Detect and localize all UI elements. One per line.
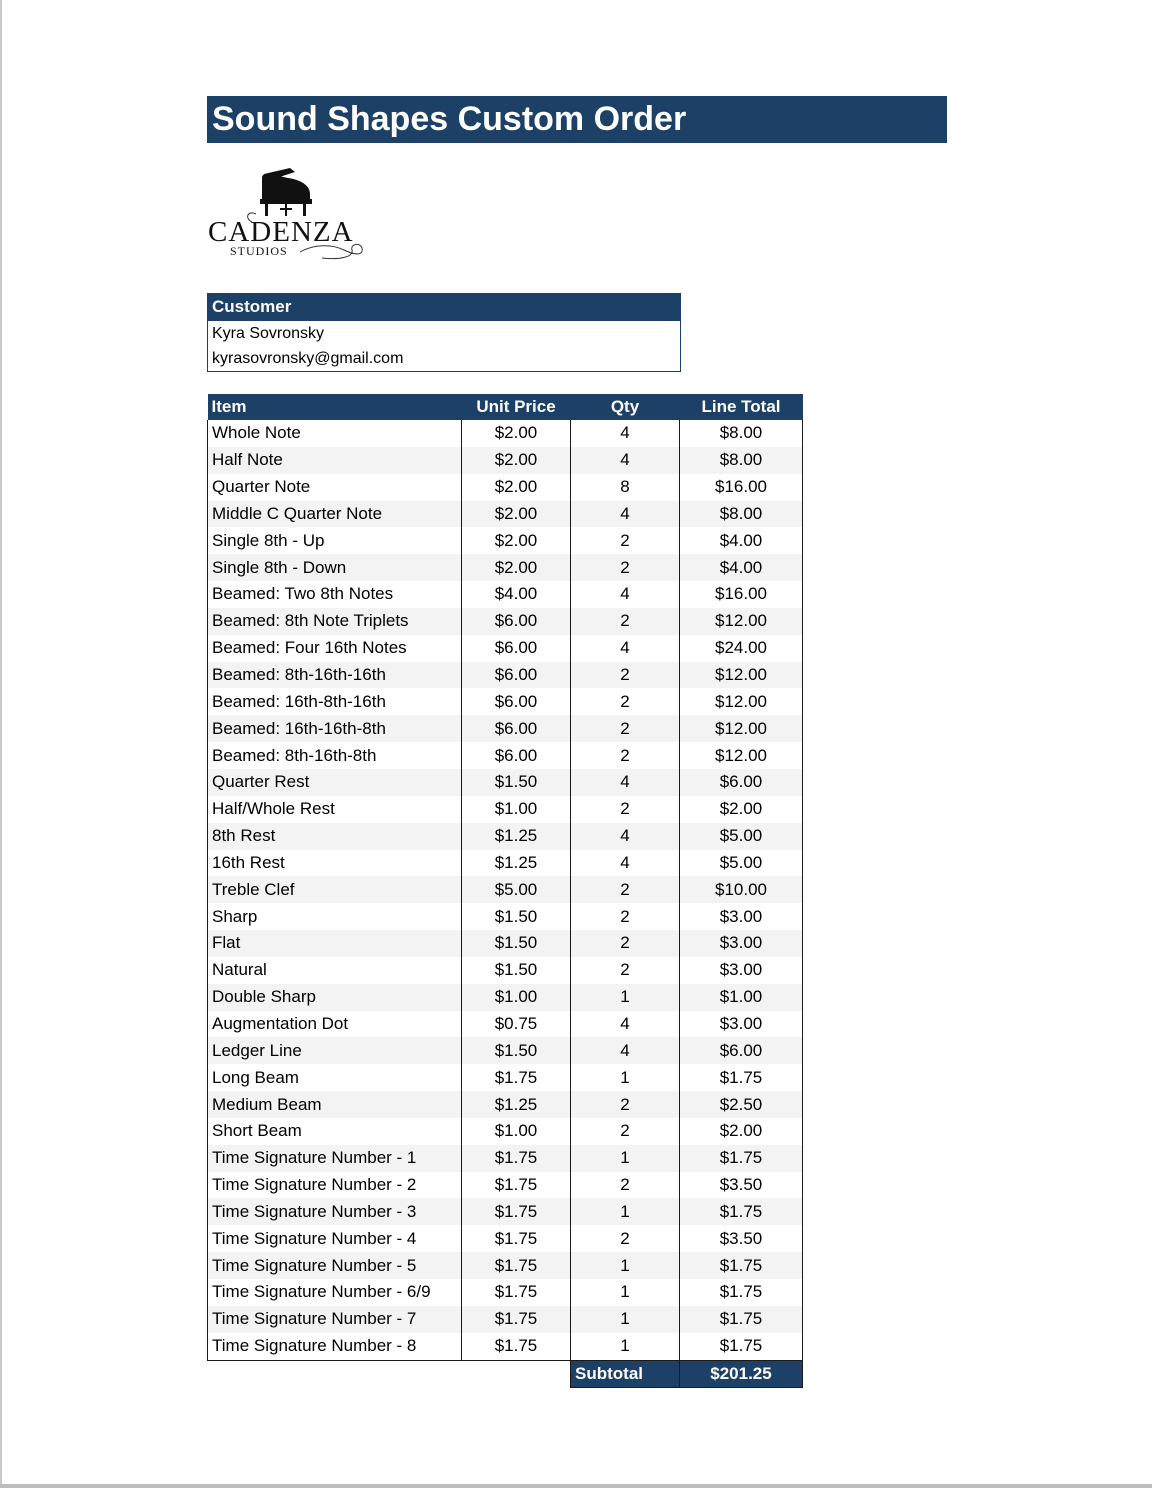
item-cell: Time Signature Number - 3 (208, 1198, 462, 1225)
item-cell: Half/Whole Rest (208, 796, 462, 823)
unit-price-cell: $1.25 (462, 823, 571, 850)
header-unit-price: Unit Price (462, 394, 571, 420)
item-cell: Quarter Note (208, 474, 462, 501)
item-cell: Quarter Rest (208, 769, 462, 796)
qty-cell: 4 (571, 447, 680, 474)
item-cell: Double Sharp (208, 984, 462, 1011)
qty-cell: 2 (571, 1091, 680, 1118)
line-total-cell: $12.00 (680, 688, 803, 715)
item-cell: Ledger Line (208, 1037, 462, 1064)
line-total-cell: $3.00 (680, 957, 803, 984)
table-row (208, 903, 803, 930)
unit-price-cell: $2.00 (462, 447, 571, 474)
line-total-cell: $1.00 (680, 984, 803, 1011)
qty-cell: 1 (571, 1145, 680, 1172)
item-cell: Time Signature Number - 4 (208, 1225, 462, 1252)
table-row (208, 1091, 803, 1118)
item-cell: 16th Rest (208, 850, 462, 877)
table-row (208, 447, 803, 474)
line-total-cell: $5.00 (680, 850, 803, 877)
qty-cell: 1 (571, 1252, 680, 1279)
table-row (208, 1198, 803, 1225)
qty-cell: 2 (571, 1118, 680, 1145)
item-cell: Single 8th - Down (208, 554, 462, 581)
qty-cell: 1 (571, 1064, 680, 1091)
item-cell: Half Note (208, 447, 462, 474)
document-title: Sound Shapes Custom Order (207, 96, 947, 143)
qty-cell: 8 (571, 474, 680, 501)
unit-price-cell: $1.75 (462, 1064, 571, 1091)
page-edge-bottom (0, 1484, 1152, 1488)
qty-cell: 2 (571, 876, 680, 903)
unit-price-cell: $1.25 (462, 1091, 571, 1118)
table-row (208, 554, 803, 581)
unit-price-cell: $6.00 (462, 715, 571, 742)
item-cell: Time Signature Number - 7 (208, 1306, 462, 1333)
qty-cell: 2 (571, 608, 680, 635)
qty-cell: 2 (571, 796, 680, 823)
qty-cell: 4 (571, 635, 680, 662)
table-row (208, 1064, 803, 1091)
qty-cell: 4 (571, 1037, 680, 1064)
qty-cell: 2 (571, 554, 680, 581)
unit-price-cell: $1.75 (462, 1306, 571, 1333)
unit-price-cell: $1.00 (462, 796, 571, 823)
line-total-cell: $1.75 (680, 1064, 803, 1091)
table-row (208, 1011, 803, 1038)
item-cell: Long Beam (208, 1064, 462, 1091)
unit-price-cell: $1.50 (462, 930, 571, 957)
qty-cell: 4 (571, 850, 680, 877)
table-row (208, 581, 803, 608)
table-row (208, 1333, 803, 1360)
item-cell: Middle C Quarter Note (208, 501, 462, 528)
item-cell: Time Signature Number - 2 (208, 1172, 462, 1199)
item-cell: Time Signature Number - 5 (208, 1252, 462, 1279)
qty-cell: 2 (571, 742, 680, 769)
item-cell: Natural (208, 957, 462, 984)
unit-price-cell: $4.00 (462, 581, 571, 608)
item-cell: Time Signature Number - 1 (208, 1145, 462, 1172)
customer-name: Kyra Sovronsky (208, 320, 680, 346)
line-total-cell: $16.00 (680, 581, 803, 608)
line-total-cell: $1.75 (680, 1306, 803, 1333)
table-row (208, 527, 803, 554)
unit-price-cell: $1.00 (462, 984, 571, 1011)
header-item: Item (208, 394, 462, 420)
item-cell: 8th Rest (208, 823, 462, 850)
qty-cell: 2 (571, 930, 680, 957)
line-total-cell: $2.50 (680, 1091, 803, 1118)
qty-cell: 4 (571, 769, 680, 796)
item-cell: Beamed: Four 16th Notes (208, 635, 462, 662)
item-cell: Treble Clef (208, 876, 462, 903)
line-total-cell: $8.00 (680, 420, 803, 447)
line-total-cell: $3.00 (680, 903, 803, 930)
table-row (208, 1279, 803, 1306)
table-row (208, 1145, 803, 1172)
qty-cell: 4 (571, 1011, 680, 1038)
line-total-cell: $8.00 (680, 447, 803, 474)
unit-price-cell: $2.00 (462, 554, 571, 581)
table-row (208, 742, 803, 769)
table-row (208, 501, 803, 528)
unit-price-cell: $2.00 (462, 527, 571, 554)
subtotal-value: $201.25 (680, 1360, 803, 1388)
qty-cell: 2 (571, 1225, 680, 1252)
qty-cell: 2 (571, 903, 680, 930)
table-row (208, 662, 803, 689)
item-cell: Beamed: Two 8th Notes (208, 581, 462, 608)
unit-price-cell: $1.75 (462, 1225, 571, 1252)
qty-cell: 2 (571, 715, 680, 742)
table-row (208, 930, 803, 957)
table-row (208, 420, 803, 447)
line-total-cell: $2.00 (680, 1118, 803, 1145)
item-cell: Whole Note (208, 420, 462, 447)
line-total-cell: $16.00 (680, 474, 803, 501)
unit-price-cell: $1.75 (462, 1145, 571, 1172)
customer-email: kyrasovronsky@gmail.com (212, 350, 404, 367)
table-row (208, 796, 803, 823)
qty-cell: 2 (571, 688, 680, 715)
table-row (208, 715, 803, 742)
line-total-cell: $2.00 (680, 796, 803, 823)
table-row (208, 688, 803, 715)
logo-wordmark: CADENZA (208, 216, 354, 248)
item-cell: Beamed: 16th-8th-16th (208, 688, 462, 715)
line-total-cell: $12.00 (680, 715, 803, 742)
unit-price-cell: $1.50 (462, 1037, 571, 1064)
unit-price-cell: $6.00 (462, 608, 571, 635)
customer-header: Customer (208, 294, 680, 320)
qty-cell: 2 (571, 1172, 680, 1199)
table-row (208, 957, 803, 984)
line-total-cell: $12.00 (680, 742, 803, 769)
table-row (208, 635, 803, 662)
table-header-row (208, 394, 803, 420)
qty-cell: 4 (571, 420, 680, 447)
line-total-cell: $12.00 (680, 662, 803, 689)
order-table (207, 394, 803, 1388)
unit-price-cell: $1.75 (462, 1333, 571, 1360)
unit-price-cell: $1.75 (462, 1172, 571, 1199)
unit-price-cell: $2.00 (462, 420, 571, 447)
unit-price-cell: $2.00 (462, 474, 571, 501)
unit-price-cell: $1.25 (462, 850, 571, 877)
table-row (208, 1306, 803, 1333)
line-total-cell: $1.75 (680, 1333, 803, 1360)
item-cell: Time Signature Number - 8 (208, 1333, 462, 1360)
piano-icon (260, 168, 312, 216)
line-total-cell: $4.00 (680, 527, 803, 554)
header-line-total: Line Total (680, 394, 803, 420)
item-cell: Beamed: 8th-16th-8th (208, 742, 462, 769)
item-cell: Flat (208, 930, 462, 957)
item-cell: Sharp (208, 903, 462, 930)
unit-price-cell: $1.50 (462, 769, 571, 796)
unit-price-cell: $5.00 (462, 876, 571, 903)
qty-cell: 2 (571, 527, 680, 554)
table-row (208, 876, 803, 903)
line-total-cell: $1.75 (680, 1279, 803, 1306)
table-row (208, 984, 803, 1011)
qty-cell: 4 (571, 823, 680, 850)
line-total-cell: $6.00 (680, 769, 803, 796)
line-total-cell: $1.75 (680, 1198, 803, 1225)
unit-price-cell: $6.00 (462, 742, 571, 769)
table-row (208, 850, 803, 877)
line-total-cell: $3.50 (680, 1172, 803, 1199)
item-cell: Medium Beam (208, 1091, 462, 1118)
item-cell: Time Signature Number - 6/9 (208, 1279, 462, 1306)
page-edge-left (0, 0, 2, 1488)
unit-price-cell: $6.00 (462, 662, 571, 689)
unit-price-cell: $1.75 (462, 1279, 571, 1306)
table-row (208, 474, 803, 501)
table-row (208, 1172, 803, 1199)
qty-cell: 4 (571, 501, 680, 528)
line-total-cell: $5.00 (680, 823, 803, 850)
table-row (208, 1225, 803, 1252)
qty-cell: 4 (571, 581, 680, 608)
line-total-cell: $1.75 (680, 1145, 803, 1172)
item-cell: Beamed: 8th-16th-16th (208, 662, 462, 689)
table-row (208, 823, 803, 850)
table-row (208, 608, 803, 635)
unit-price-cell: $1.50 (462, 957, 571, 984)
unit-price-cell: $1.75 (462, 1252, 571, 1279)
header-qty: Qty (571, 394, 680, 420)
customer-box (207, 293, 681, 372)
unit-price-cell: $1.50 (462, 903, 571, 930)
line-total-cell: $3.00 (680, 930, 803, 957)
item-cell: Augmentation Dot (208, 1011, 462, 1038)
subtotal-label: Subtotal (571, 1360, 680, 1388)
unit-price-cell: $1.75 (462, 1198, 571, 1225)
line-total-cell: $4.00 (680, 554, 803, 581)
line-total-cell: $24.00 (680, 635, 803, 662)
qty-cell: 2 (571, 957, 680, 984)
table-row (208, 1037, 803, 1064)
unit-price-cell: $6.00 (462, 635, 571, 662)
table-row (208, 769, 803, 796)
table-row (208, 1252, 803, 1279)
item-cell: Beamed: 8th Note Triplets (208, 608, 462, 635)
qty-cell: 1 (571, 984, 680, 1011)
item-cell: Beamed: 16th-16th-8th (208, 715, 462, 742)
line-total-cell: $3.00 (680, 1011, 803, 1038)
line-total-cell: $8.00 (680, 501, 803, 528)
cadenza-logo (204, 164, 369, 264)
subtotal-row (208, 1360, 803, 1388)
item-cell: Single 8th - Up (208, 527, 462, 554)
line-total-cell: $10.00 (680, 876, 803, 903)
line-total-cell: $6.00 (680, 1037, 803, 1064)
line-total-cell: $12.00 (680, 608, 803, 635)
qty-cell: 1 (571, 1333, 680, 1360)
qty-cell: 1 (571, 1306, 680, 1333)
unit-price-cell: $2.00 (462, 501, 571, 528)
table-row (208, 1118, 803, 1145)
qty-cell: 1 (571, 1198, 680, 1225)
qty-cell: 2 (571, 662, 680, 689)
line-total-cell: $3.50 (680, 1225, 803, 1252)
logo-subtext: STUDIOS (230, 244, 288, 258)
unit-price-cell: $6.00 (462, 688, 571, 715)
qty-cell: 1 (571, 1279, 680, 1306)
line-total-cell: $1.75 (680, 1252, 803, 1279)
item-cell: Short Beam (208, 1118, 462, 1145)
unit-price-cell: $0.75 (462, 1011, 571, 1038)
unit-price-cell: $1.00 (462, 1118, 571, 1145)
